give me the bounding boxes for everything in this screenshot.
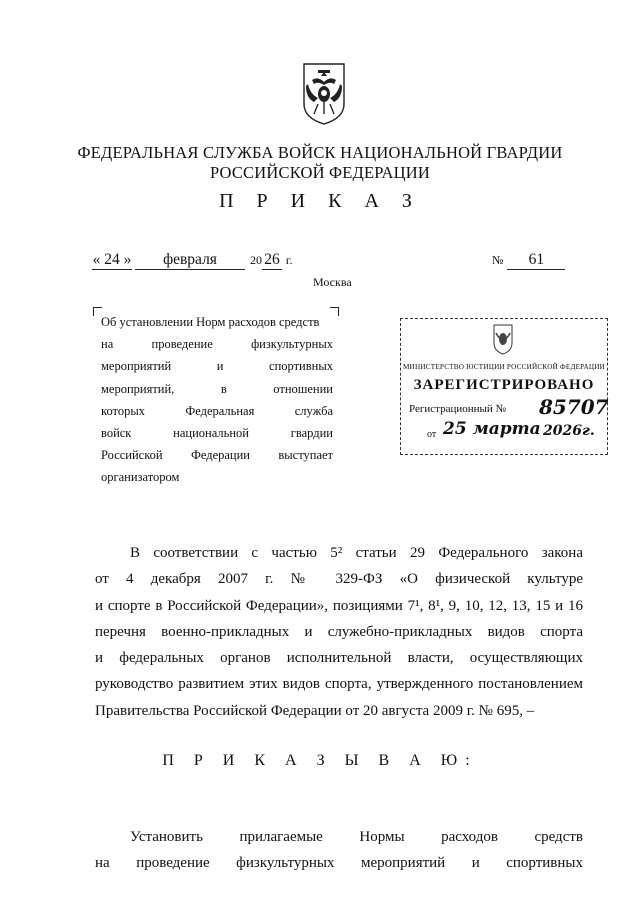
organization-name-line1: ФЕДЕРАЛЬНАЯ СЛУЖБА ВОЙСК НАЦИОНАЛЬНОЙ ГВАРДИИ <box>77 143 563 162</box>
stamp-status: ЗАРЕГИСТРИРОВАНО <box>413 377 595 393</box>
date-year: 20 26 г. <box>250 251 293 268</box>
order-command: П Р И К А З Ы В А Ю: <box>162 752 478 769</box>
double-headed-eagle-icon <box>298 60 350 126</box>
paragraph-line: от 4 декабря 2007 г. № 329-ФЗ «О физической культуре <box>95 571 583 588</box>
stamp-year: 2026г. <box>543 423 595 439</box>
subject-line: которых Федеральная служба <box>101 403 333 418</box>
paragraph-line: руководство развитием этих видов спорта, утвержденного постановлением <box>95 676 583 693</box>
subject-line: мероприятий и спортивных <box>101 359 333 374</box>
paragraph-line: на проведение физкультурных мероприятий и спортивных <box>95 855 583 872</box>
stamp-date-prefix: от <box>427 429 437 440</box>
subject-line: на проведение физкультурных <box>101 337 333 352</box>
order-subject <box>101 311 333 489</box>
paragraph-line: Правительства Российской Федерации от 20 августа 2009 г. № 695, – <box>95 702 535 719</box>
document-type-title: П Р И К А З <box>219 190 421 212</box>
stamp-reg-number: 85707 <box>539 395 609 419</box>
stamp-date: 25 марта <box>443 419 541 439</box>
subject-line: Российской Федерации выступает <box>101 448 333 463</box>
subject-line: войск национальной гвардии <box>101 426 333 441</box>
city: Москва <box>313 275 352 289</box>
stamp-reg-label: Регистрационный № <box>409 403 507 415</box>
subject-line: мероприятий, в отношении <box>101 381 333 396</box>
stamp-ministry: МИНИСТЕРСТВО ЮСТИЦИИ РОССИЙСКОЙ ФЕДЕРАЦИИ <box>402 363 606 371</box>
paragraph-line: и спорте в Российской Федерации», позициями 7¹, 8¹, 9, 10, 12, 13, 15 и 16 <box>95 597 583 614</box>
registration-stamp <box>400 318 608 455</box>
date-month: февраля <box>135 251 245 270</box>
paragraph-line: В соответствии с частью 5² статьи 29 Федерального закона <box>130 545 583 561</box>
stamp-eagle-icon <box>491 323 515 355</box>
preamble-paragraph <box>95 540 583 724</box>
paragraph-line: и федеральных органов исполнительной власти, осуществляющих <box>95 650 583 667</box>
paragraph-line: перечня военно-прикладных и служебно-прикладных видов спорта <box>95 623 583 640</box>
subject-line: организатором <box>101 470 180 485</box>
operative-paragraph <box>95 824 583 877</box>
date-day: « 24 » <box>92 251 132 268</box>
subject-line: Об установлении Норм расходов средств <box>101 315 320 329</box>
organization-name-line2: РОССИЙСКОЙ ФЕДЕРАЦИИ <box>209 163 431 182</box>
order-number: № 61 <box>492 251 565 270</box>
paragraph-line: Установить прилагаемые Нормы расходов средств <box>130 829 583 845</box>
